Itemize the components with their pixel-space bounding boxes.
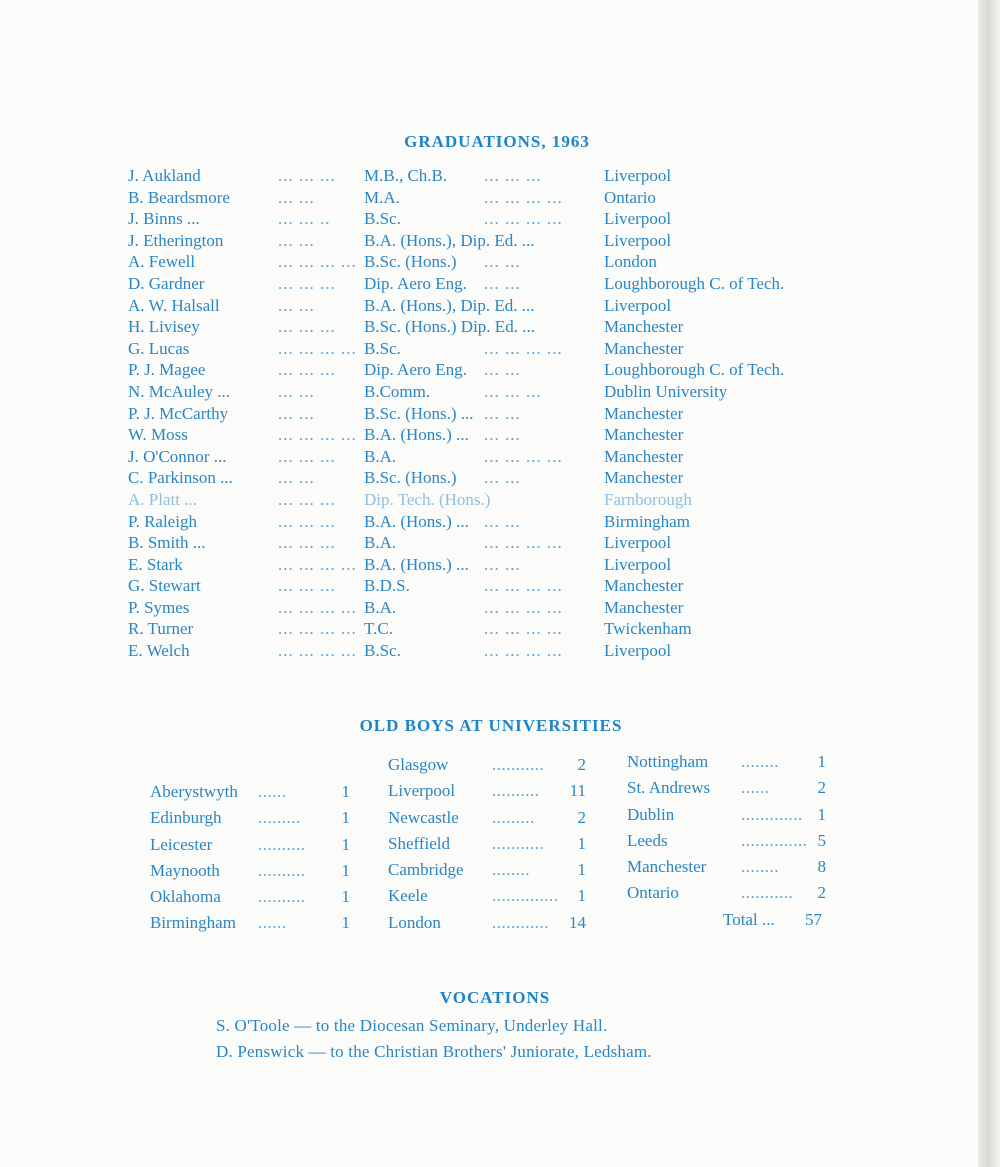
graduate-degree: B.Sc. (Hons.) xyxy=(364,252,457,272)
graduate-university: London xyxy=(604,252,657,272)
graduate-name xyxy=(128,640,190,662)
university-name: Keele xyxy=(388,886,428,906)
leader-dots: ... ... xyxy=(278,295,315,315)
university-count: 1 xyxy=(577,833,586,853)
university-name: Glasgow xyxy=(388,755,449,774)
page-edge-shadow xyxy=(978,0,1000,1167)
graduate-university: Manchester xyxy=(604,446,684,466)
graduate-name-text: P. J. Magee xyxy=(128,360,206,380)
leader-dots: .......... xyxy=(258,887,306,907)
graduate-degree: B.Comm. xyxy=(364,381,431,401)
leader-dots: .............. xyxy=(741,830,808,850)
university-name: Cambridge xyxy=(388,860,464,880)
graduate-name xyxy=(128,532,205,554)
graduate-degree: B.Sc. xyxy=(364,209,401,229)
graduate-degree: T.C. xyxy=(364,619,393,639)
graduate-name-text: G. Lucas xyxy=(128,338,190,358)
leader-dots: ... ... ... ... xyxy=(278,554,357,574)
leader-dots: .............. xyxy=(492,886,559,906)
graduate-name-text: J. Binns ... xyxy=(128,209,200,229)
graduate-name-text: P. J. McCarthy xyxy=(128,403,229,423)
university-count: 1 xyxy=(817,752,826,771)
graduate-name-text: B. Beardsmore xyxy=(128,187,230,207)
university-count: 1 xyxy=(817,804,826,824)
leader-dots: ... ... ... xyxy=(484,381,542,401)
graduate-name-text: W. Moss xyxy=(128,425,188,445)
university-name: Aberystwyth xyxy=(150,782,238,801)
leader-dots: ........ xyxy=(741,752,779,771)
leader-dots: ... ... ... ... xyxy=(484,187,563,207)
university-name: Leeds xyxy=(627,830,668,850)
university-name: Leicester xyxy=(150,834,213,854)
leader-dots: ........ xyxy=(492,860,530,880)
graduate-name xyxy=(128,208,200,230)
graduate-name xyxy=(128,273,204,295)
university-count: 1 xyxy=(577,860,586,880)
graduate-name xyxy=(128,251,195,273)
university-name: Dublin xyxy=(627,804,675,824)
graduate-name-text: J. O'Connor ... xyxy=(128,446,227,466)
total-value: 57 xyxy=(805,909,822,929)
leader-dots: ...... xyxy=(258,913,287,933)
graduate-university: Liverpool xyxy=(604,209,672,229)
leader-dots: ... ... ... xyxy=(278,489,336,509)
graduate-degree: B.A. (Hons.) ... xyxy=(364,554,469,574)
university-name: Sheffield xyxy=(388,833,451,853)
graduate-name xyxy=(128,554,183,576)
graduate-name xyxy=(128,381,230,403)
vocation-line: D. Penswick — to the Christian Brothers' Juniorate, Ledsham. xyxy=(216,1042,652,1061)
university-name: Birmingham xyxy=(150,913,236,933)
leader-dots: ... ... xyxy=(278,187,315,207)
leader-dots: ......... xyxy=(258,808,301,828)
leader-dots: ... ... ... ... xyxy=(484,619,563,639)
graduate-university: Manchester xyxy=(604,576,684,596)
graduate-name-text: J. Aukland xyxy=(128,166,201,185)
leader-dots: ... ... ... ... xyxy=(484,338,563,358)
leader-dots: ........... xyxy=(741,883,794,903)
graduate-name xyxy=(128,230,223,252)
graduate-university: Twickenham xyxy=(604,619,692,639)
graduate-university: Ontario xyxy=(604,187,656,207)
graduate-university: Manchester xyxy=(604,597,684,617)
university-count: 1 xyxy=(341,887,350,907)
graduations-heading: GRADUATIONS, 1963 xyxy=(404,132,590,151)
university-count: 1 xyxy=(341,808,350,828)
university-count: 2 xyxy=(577,755,586,774)
graduate-degree: B.A. (Hons.), Dip. Ed. ... xyxy=(364,230,535,250)
university-name: St. Andrews xyxy=(627,778,711,798)
leader-dots: ... ... ... xyxy=(278,317,336,337)
leader-dots: ... ... ... ... xyxy=(278,425,357,445)
leader-dots: ... ... ... ... xyxy=(484,641,563,661)
university-count: 2 xyxy=(817,778,826,798)
graduate-university: Liverpool xyxy=(604,533,672,553)
leader-dots: ...... xyxy=(258,782,287,801)
graduate-name-text: H. Livisey xyxy=(128,317,200,337)
leader-dots: ... ... xyxy=(484,403,521,423)
graduate-name-text: J. Etherington xyxy=(128,230,224,250)
graduate-name xyxy=(128,575,201,597)
total-label: Total ... xyxy=(723,909,775,929)
vocation-line: S. O'Toole — to the Diocesan Seminary, Underley Hall. xyxy=(216,1016,608,1035)
leader-dots: ... ... xyxy=(278,468,315,488)
graduate-degree: B.Sc. (Hons.) ... xyxy=(364,403,474,423)
leader-dots: ... ... ... xyxy=(484,166,542,185)
graduate-name xyxy=(128,489,197,511)
graduate-name xyxy=(128,316,200,338)
graduate-name xyxy=(128,618,193,640)
university-count: 1 xyxy=(341,834,350,854)
university-count: 2 xyxy=(817,883,826,903)
graduate-university: Birmingham xyxy=(604,511,690,531)
graduate-name xyxy=(128,165,201,187)
leader-dots: ........... xyxy=(492,833,545,853)
leader-dots: ......... xyxy=(492,807,535,827)
graduate-university: Dublin University xyxy=(604,381,728,401)
graduate-name xyxy=(128,446,226,468)
graduate-name xyxy=(128,295,220,317)
graduate-degree: Dip. Aero Eng. xyxy=(364,360,467,380)
leader-dots: ... ... xyxy=(484,425,521,445)
leader-dots: .......... xyxy=(258,834,306,854)
leader-dots: ... ... ... ... xyxy=(278,641,357,661)
graduate-university: Farnborough xyxy=(604,489,692,509)
leader-dots: ........ xyxy=(741,857,779,877)
graduate-name-text: D. Gardner xyxy=(128,273,205,293)
graduate-name xyxy=(128,403,228,425)
graduate-name xyxy=(128,424,188,446)
graduate-degree: B.A. xyxy=(364,446,397,466)
leader-dots: ... ... ... xyxy=(278,511,336,531)
leader-dots: ... ... ... xyxy=(278,166,336,185)
university-name: Edinburgh xyxy=(150,808,222,828)
graduate-name-text: P. Raleigh xyxy=(128,511,197,531)
graduate-degree: B.A. xyxy=(364,533,397,553)
graduate-name-text: B. Smith ... xyxy=(128,533,206,553)
university-name: Oklahoma xyxy=(150,887,221,907)
graduate-name xyxy=(128,338,189,360)
graduate-university: Liverpool xyxy=(604,166,672,185)
leader-dots: ... ... ... ... xyxy=(278,597,357,617)
leader-dots: ... ... ... ... xyxy=(484,533,563,553)
university-name: Liverpool xyxy=(388,781,456,801)
leader-dots: ... ... xyxy=(484,554,521,574)
graduate-name-text: P. Symes xyxy=(128,597,190,617)
graduate-university: Manchester xyxy=(604,425,684,445)
leader-dots: ............. xyxy=(741,804,803,824)
leader-dots: ... ... ... xyxy=(278,576,336,596)
leader-dots: ... ... ... xyxy=(278,360,336,380)
graduate-name-text: C. Parkinson ... xyxy=(128,468,233,488)
university-name: Manchester xyxy=(627,857,707,877)
graduate-name xyxy=(128,187,230,209)
leader-dots: ... ... ... xyxy=(278,446,336,466)
university-name: Newcastle xyxy=(388,807,459,827)
graduate-name-text: A. W. Halsall xyxy=(128,295,220,315)
leader-dots: ... ... xyxy=(484,468,521,488)
graduate-university: Liverpool xyxy=(604,554,672,574)
graduate-university: Manchester xyxy=(604,317,684,337)
leader-dots: .......... xyxy=(258,860,306,880)
leader-dots: ... ... ... ... xyxy=(278,338,357,358)
graduate-university: Liverpool xyxy=(604,295,672,315)
graduate-degree: B.A. xyxy=(364,597,397,617)
graduate-degree: B.Sc. (Hons.) xyxy=(364,468,457,488)
leader-dots: ... ... ... ... xyxy=(278,252,357,272)
leader-dots: ... ... xyxy=(484,273,521,293)
leader-dots: ... ... ... ... xyxy=(484,446,563,466)
graduate-degree: Dip. Aero Eng. xyxy=(364,273,467,293)
universities-heading: OLD BOYS AT UNIVERSITIES xyxy=(359,716,623,735)
university-count: 5 xyxy=(817,830,826,850)
vocations-heading: VOCATIONS xyxy=(439,988,551,1007)
graduate-degree: B.D.S. xyxy=(364,576,410,596)
leader-dots: ... ... ... xyxy=(278,273,336,293)
university-name: Maynooth xyxy=(150,860,220,880)
leader-dots: ........... xyxy=(492,755,545,774)
graduate-degree: B.A. (Hons.) ... xyxy=(364,511,469,531)
graduate-name-text: A. Fewell xyxy=(128,252,196,272)
university-count: 1 xyxy=(341,782,350,801)
graduate-degree: B.Sc. (Hons.) Dip. Ed. ... xyxy=(364,317,535,337)
university-count: 14 xyxy=(569,912,586,932)
leader-dots: ... ... ... ... xyxy=(278,619,357,639)
leader-dots: ... ... xyxy=(484,360,521,380)
leader-dots: ... ... .. xyxy=(278,209,331,229)
leader-dots: ............ xyxy=(492,912,549,932)
graduate-degree: B.A. (Hons.) ... xyxy=(364,425,469,445)
university-count: 2 xyxy=(577,807,586,827)
leader-dots: ... ... ... ... xyxy=(484,597,563,617)
graduate-name-text: A. Platt ... xyxy=(128,489,197,509)
university-count: 1 xyxy=(341,860,350,880)
university-name: Ontario xyxy=(627,883,679,903)
graduate-name xyxy=(128,467,233,489)
university-count: 8 xyxy=(817,857,826,877)
graduate-university: Loughborough C. of Tech. xyxy=(604,273,785,293)
leader-dots: ... ... xyxy=(484,511,521,531)
university-count: 1 xyxy=(341,913,350,933)
leader-dots: ... ... xyxy=(278,381,315,401)
graduate-university: Liverpool xyxy=(604,230,672,250)
leader-dots: ... ... xyxy=(484,252,521,272)
graduate-name xyxy=(128,597,189,619)
graduate-name-text: E. Welch xyxy=(128,641,190,661)
graduate-degree: M.A. xyxy=(364,187,400,207)
graduate-name-text: R. Turner xyxy=(128,619,194,639)
university-count: 11 xyxy=(569,781,586,801)
graduate-degree: Dip. Tech. (Hons.) xyxy=(364,489,491,509)
graduate-university: Manchester xyxy=(604,403,684,423)
leader-dots: ... ... xyxy=(278,230,315,250)
leader-dots: ... ... ... ... xyxy=(484,209,563,229)
graduate-degree: B.Sc. xyxy=(364,338,401,358)
leader-dots: ... ... ... xyxy=(278,533,336,553)
graduate-name-text: E. Stark xyxy=(128,554,183,574)
graduate-name-text: N. McAuley ... xyxy=(128,381,230,401)
graduate-university: Manchester xyxy=(604,338,684,358)
graduate-name-text: G. Stewart xyxy=(128,576,201,596)
graduate-university: Manchester xyxy=(604,468,684,488)
graduate-name xyxy=(128,359,205,381)
leader-dots: ... ... ... ... xyxy=(484,576,563,596)
graduate-degree: B.A. (Hons.), Dip. Ed. ... xyxy=(364,295,535,315)
graduate-degree: B.Sc. xyxy=(364,641,401,661)
graduate-name xyxy=(128,511,197,533)
leader-dots: .......... xyxy=(492,781,540,801)
graduate-degree: M.B., Ch.B. xyxy=(364,166,448,185)
leader-dots: ...... xyxy=(741,778,770,798)
leader-dots: ... ... xyxy=(278,403,315,423)
university-count: 1 xyxy=(577,886,586,906)
graduate-university: Liverpool xyxy=(604,641,672,661)
graduate-university: Loughborough C. of Tech. xyxy=(604,360,785,380)
university-name: London xyxy=(388,912,441,932)
university-name: Nottingham xyxy=(627,752,709,771)
